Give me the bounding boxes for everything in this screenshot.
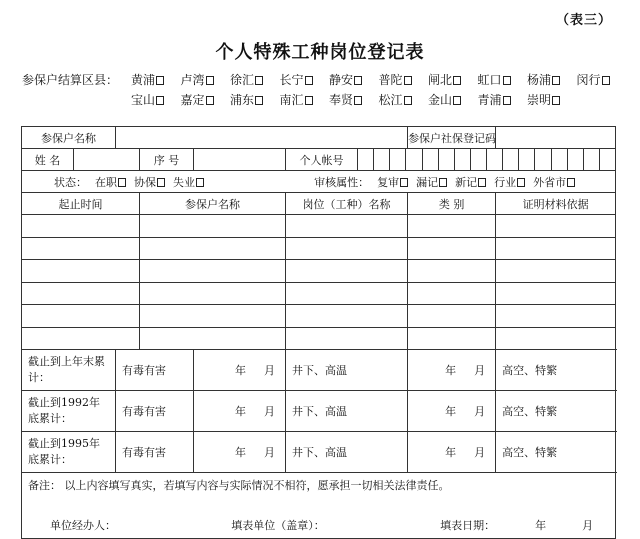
table-row [22, 305, 616, 328]
category-label: 高空、特繁 [496, 432, 616, 473]
account-digit-cell[interactable] [551, 149, 567, 170]
insured-code-field[interactable] [496, 127, 616, 149]
unit-label: 填表单位（盖章）： [231, 519, 325, 532]
table-cell[interactable] [286, 327, 408, 350]
account-digit-cell[interactable] [567, 149, 583, 170]
table-cell[interactable] [286, 237, 408, 260]
district-name: 黄浦 [131, 73, 156, 87]
year-month-field[interactable] [194, 432, 286, 473]
status-option-label: 新记 [455, 175, 478, 189]
col-insured-name: 参保户名称 [140, 193, 286, 215]
col-proof: 证明材料依据 [496, 193, 616, 215]
month-label: 月 [474, 364, 486, 377]
registration-table [21, 126, 616, 539]
account-digit-cell[interactable] [373, 149, 389, 170]
checkbox-icon[interactable] [453, 76, 461, 85]
district-name: 嘉定 [180, 93, 205, 107]
checkbox-icon[interactable] [404, 96, 412, 105]
district-name: 宝山 [131, 93, 156, 107]
cumulative-label: 截止到1995年底累计： [22, 432, 116, 473]
checkbox-icon[interactable] [478, 178, 486, 187]
insured-code-label: 参保户社保登记码 [408, 127, 496, 149]
table-cell[interactable] [140, 305, 286, 328]
category-label: 有毒有害 [116, 391, 194, 432]
month-label: 月 [264, 405, 275, 418]
checkbox-icon[interactable] [354, 76, 362, 85]
table-row [22, 327, 616, 350]
account-digit-cell[interactable] [534, 149, 550, 170]
status-option[interactable] [416, 176, 447, 189]
district-checkbox[interactable] [131, 91, 164, 108]
checkbox-icon[interactable] [552, 96, 560, 105]
district-name: 崇明 [527, 93, 552, 107]
cumulative-row [22, 432, 616, 473]
district-name: 徐汇 [230, 73, 255, 87]
district-checkbox[interactable] [428, 91, 461, 108]
account-digit-cell[interactable] [518, 149, 534, 170]
account-digit-cell[interactable] [470, 149, 486, 170]
district-name: 普陀 [378, 73, 403, 87]
category-label: 井下、高温 [286, 350, 408, 391]
checkbox-icon[interactable] [503, 76, 511, 85]
category-label: 有毒有害 [116, 432, 194, 473]
status-option[interactable] [455, 176, 486, 189]
status-option-label: 行业 [494, 175, 517, 189]
district-name: 长宁 [279, 73, 304, 87]
year-month-field[interactable] [408, 350, 496, 391]
account-digit-cell[interactable] [583, 149, 599, 170]
table-cell[interactable] [286, 282, 408, 305]
month-label: 月 [264, 446, 275, 459]
date-label: 填表日期： [440, 519, 496, 532]
account-digit-cell[interactable] [405, 149, 421, 170]
category-label: 有毒有害 [116, 350, 194, 391]
district-name: 奉贤 [329, 93, 354, 107]
checkbox-icon[interactable] [439, 178, 447, 187]
year-month-field[interactable] [408, 391, 496, 432]
checkbox-icon[interactable] [400, 178, 408, 187]
district-name: 卢湾 [180, 73, 205, 87]
col-post-name: 岗位（工种）名称 [286, 193, 408, 215]
cumulative-label: 截止到1992年底累计： [22, 391, 116, 432]
year-month-field[interactable] [408, 432, 496, 473]
checkbox-icon[interactable] [255, 96, 263, 105]
checkbox-icon[interactable] [305, 76, 313, 85]
status-option-label: 复审 [377, 175, 400, 189]
checkbox-icon[interactable] [453, 96, 461, 105]
table-row [22, 260, 616, 283]
insured-name-label: 参保户名称 [22, 127, 116, 149]
table-cell[interactable] [408, 215, 496, 238]
account-digit-cell[interactable] [422, 149, 438, 170]
table-cell[interactable] [140, 237, 286, 260]
district-name: 南汇 [279, 93, 304, 107]
status-option[interactable] [494, 176, 525, 189]
checkbox-icon[interactable] [503, 96, 511, 105]
name-label: 姓 名 [22, 149, 74, 171]
month-label: 月 [264, 364, 275, 377]
account-digit-cell[interactable] [438, 149, 454, 170]
table-cell[interactable] [286, 260, 408, 283]
year-label: 年 [445, 364, 457, 377]
category-label: 井下、高温 [286, 391, 408, 432]
table-cell[interactable] [408, 237, 496, 260]
month-label: 月 [474, 446, 486, 459]
district-name: 闸北 [428, 73, 453, 87]
district-checkbox[interactable] [280, 71, 313, 88]
status-option[interactable] [533, 176, 575, 189]
district-name: 静安 [329, 73, 354, 87]
checkbox-icon[interactable] [602, 76, 610, 85]
table-cell[interactable] [496, 327, 616, 350]
district-checkbox[interactable] [428, 71, 461, 88]
district-name: 杨浦 [527, 73, 552, 87]
row-personal [22, 149, 616, 171]
year-month-field[interactable] [194, 391, 286, 432]
table-cell[interactable] [496, 237, 616, 260]
district-checkbox[interactable] [230, 71, 263, 88]
account-digit-cell[interactable] [358, 149, 373, 170]
status-option-label: 协保 [134, 175, 156, 189]
table-row [22, 215, 616, 238]
col-category: 类 别 [408, 193, 496, 215]
serial-label: 序 号 [140, 149, 194, 171]
districts-label: 参保户结算区县： [22, 73, 119, 87]
table-cell[interactable] [496, 260, 616, 283]
district-name: 青浦 [477, 93, 502, 107]
row-status [22, 171, 616, 193]
table-cell[interactable] [286, 215, 408, 238]
checkbox-icon[interactable] [404, 76, 412, 85]
form-number: （表三） [555, 13, 612, 28]
year-label: 年 [445, 446, 457, 459]
checkbox-icon[interactable] [156, 96, 164, 105]
table-cell[interactable] [22, 305, 140, 328]
checkbox-icon[interactable] [118, 178, 126, 187]
table-cell[interactable] [496, 215, 616, 238]
insured-name-field[interactable] [116, 127, 408, 149]
checkbox-icon[interactable] [157, 178, 165, 187]
table-row [22, 237, 616, 260]
category-label: 井下、高温 [286, 432, 408, 473]
year-label: 年 [235, 446, 246, 459]
checkbox-icon[interactable] [567, 178, 575, 187]
district-name: 闵行 [576, 73, 601, 87]
name-field[interactable] [74, 149, 140, 171]
cumulative-row [22, 391, 616, 432]
year-label: 年 [235, 364, 246, 377]
date-year: 年 [535, 519, 547, 532]
row-insured [22, 127, 616, 149]
district-name: 虹口 [477, 73, 502, 87]
status-option-label: 失业 [173, 175, 195, 189]
table-cell[interactable] [496, 282, 616, 305]
district-name: 浦东 [230, 93, 255, 107]
district-checkbox[interactable] [329, 91, 362, 108]
checkbox-icon[interactable] [255, 76, 263, 85]
district-checkbox[interactable] [379, 91, 412, 108]
table-cell[interactable] [140, 327, 286, 350]
district-name: 金山 [428, 93, 453, 107]
district-checkbox[interactable] [379, 71, 412, 88]
account-digit-cell[interactable] [454, 149, 470, 170]
status-option-label: 在职 [95, 175, 117, 189]
column-headers [22, 193, 616, 215]
checkbox-icon[interactable] [206, 96, 214, 105]
table-cell[interactable] [22, 327, 140, 350]
month-label: 月 [474, 405, 486, 418]
district-checkbox[interactable] [478, 91, 511, 108]
district-checkbox[interactable] [329, 71, 362, 88]
table-cell[interactable] [140, 260, 286, 283]
district-checkbox[interactable] [478, 71, 511, 88]
cumulative-row [22, 350, 616, 391]
review-label: 审核属性： [314, 175, 370, 189]
checkbox-icon[interactable] [206, 76, 214, 85]
date-month: 月 [582, 519, 594, 532]
checkbox-icon[interactable] [552, 76, 560, 85]
table-cell[interactable] [496, 305, 616, 328]
district-checkbox[interactable] [230, 91, 263, 108]
checkbox-icon[interactable] [196, 178, 204, 187]
account-digit-cell[interactable] [389, 149, 405, 170]
district-checkbox[interactable] [280, 91, 313, 108]
checkbox-icon[interactable] [156, 76, 164, 85]
category-label: 高空、特繁 [496, 391, 616, 432]
status-option-label: 漏记 [416, 175, 439, 189]
table-cell[interactable] [408, 260, 496, 283]
table-cell[interactable] [22, 215, 140, 238]
table-cell[interactable] [286, 305, 408, 328]
district-checkbox[interactable] [577, 71, 610, 88]
district-checkbox[interactable] [181, 91, 214, 108]
district-checkbox[interactable] [527, 91, 560, 108]
checkbox-icon[interactable] [517, 178, 525, 187]
status-option[interactable] [377, 176, 408, 189]
serial-field[interactable] [194, 149, 286, 171]
table-cell[interactable] [22, 282, 140, 305]
col-period: 起止时间 [22, 193, 140, 215]
personal-account-label: 个人帐号 [286, 149, 358, 171]
table-cell[interactable] [408, 282, 496, 305]
status-option-label: 外省市 [533, 175, 567, 189]
checkbox-icon[interactable] [305, 96, 313, 105]
status-label: 状态： [54, 175, 87, 189]
district-checkbox[interactable] [181, 71, 214, 88]
table-cell[interactable] [408, 327, 496, 350]
checkbox-icon[interactable] [354, 96, 362, 105]
table-cell[interactable] [22, 237, 140, 260]
cumulative-label: 截止到上年末累计： [22, 350, 116, 391]
year-label: 年 [235, 405, 246, 418]
page-title: 个人特殊工种岗位登记表 [215, 42, 425, 63]
account-digit-cell[interactable] [486, 149, 502, 170]
account-digit-cell[interactable] [502, 149, 518, 170]
status-option[interactable] [134, 176, 165, 189]
category-label: 高空、特繁 [496, 350, 616, 391]
note-text: 备注： 以上内容填写真实，若填写内容与实际情况不相符，愿承担一切相关法律责任。 [28, 479, 450, 492]
district-checkbox[interactable] [131, 71, 164, 88]
year-month-field[interactable] [194, 350, 286, 391]
year-label: 年 [445, 405, 457, 418]
table-cell[interactable] [22, 260, 140, 283]
handler-label: 单位经办人： [50, 519, 116, 532]
row-note [22, 473, 616, 539]
table-cell[interactable] [408, 305, 496, 328]
table-cell[interactable] [140, 215, 286, 238]
personal-account-field[interactable] [358, 149, 616, 171]
table-row [22, 282, 616, 305]
district-name: 松江 [378, 93, 403, 107]
status-option[interactable] [95, 176, 126, 189]
table-cell[interactable] [140, 282, 286, 305]
district-checkbox[interactable] [527, 71, 560, 88]
status-option[interactable] [173, 176, 204, 189]
account-digit-cell[interactable] [599, 149, 615, 170]
